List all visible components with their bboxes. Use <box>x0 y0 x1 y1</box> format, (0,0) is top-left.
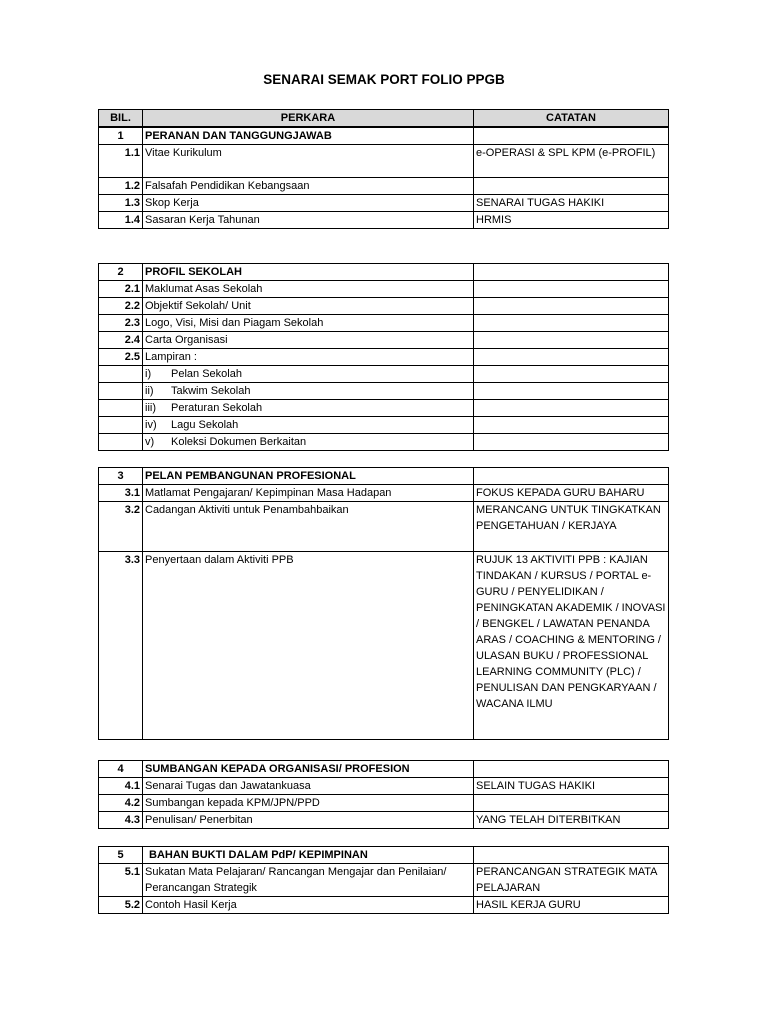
row-note: HASIL KERJA GURU <box>474 897 669 914</box>
table-row <box>99 349 669 366</box>
section-1-heading-row <box>99 128 669 145</box>
row-number: 2.2 <box>99 298 143 315</box>
row-number: 3.3 <box>99 552 143 740</box>
sub-item-row <box>99 400 669 417</box>
sub-item-text: Takwim Sekolah <box>171 385 251 397</box>
sub-item-mark: i) <box>145 368 152 380</box>
table-row <box>99 178 669 195</box>
section-1-heading: PERANAN DAN TANGGUNGJAWAB <box>143 128 474 145</box>
header-bil: BIL. <box>99 110 143 127</box>
row-item: Carta Organisasi <box>143 332 474 349</box>
row-number: 1.1 <box>99 145 143 178</box>
row-note <box>474 795 669 812</box>
row-item: Contoh Hasil Kerja <box>143 897 474 914</box>
section-1-number: 1 <box>99 128 143 145</box>
row-item: Sasaran Kerja Tahunan <box>143 212 474 229</box>
header-perkara: PERKARA <box>143 110 474 127</box>
row-item: Logo, Visi, Misi dan Piagam Sekolah <box>143 315 474 332</box>
table-row <box>99 315 669 332</box>
sub-item-row <box>99 417 669 434</box>
sub-item-text: Koleksi Dokumen Berkaitan <box>171 436 307 448</box>
section-4-heading: SUMBANGAN KEPADA ORGANISASI/ PROFESION <box>143 761 474 778</box>
table-row <box>99 332 669 349</box>
section-3-table <box>98 467 669 740</box>
table-row <box>99 485 669 502</box>
row-number: 3.1 <box>99 485 143 502</box>
table-row <box>99 145 669 178</box>
row-number: 4.3 <box>99 812 143 829</box>
section-4-heading-row <box>99 761 669 778</box>
row-note: SELAIN TUGAS HAKIKI <box>474 778 669 795</box>
sub-item <box>143 417 474 434</box>
section-2-table <box>98 263 669 451</box>
sub-item-text: Pelan Sekolah <box>171 368 242 380</box>
row-number: 5.1 <box>99 864 143 897</box>
document-title: SENARAI SEMAK PORT FOLIO PPGB <box>263 72 505 87</box>
table-row <box>99 795 669 812</box>
sub-item <box>143 400 474 417</box>
row-note: FOKUS KEPADA GURU BAHARU <box>474 485 669 502</box>
sub-item-mark: v) <box>145 436 155 448</box>
section-5-table <box>98 846 669 914</box>
row-item: Skop Kerja <box>143 195 474 212</box>
table-row <box>99 864 669 897</box>
row-item: Sukatan Mata Pelajaran/ Rancangan Mengajar dan Penilaian/ Perancangan Strategik <box>143 864 474 897</box>
section-3-number: 3 <box>99 468 143 485</box>
row-item: Penulisan/ Penerbitan <box>143 812 474 829</box>
section-2-heading-row <box>99 264 669 281</box>
table-row <box>99 195 669 212</box>
sub-item-mark: ii) <box>145 385 154 397</box>
row-number: 1.2 <box>99 178 143 195</box>
section-4-number: 4 <box>99 761 143 778</box>
table-row <box>99 778 669 795</box>
section-1-table <box>98 109 669 229</box>
header-catatan: CATATAN <box>474 110 669 127</box>
sub-item-text: Lagu Sekolah <box>171 419 239 431</box>
row-number: 4.1 <box>99 778 143 795</box>
sub-item <box>143 383 474 400</box>
sub-item-row <box>99 434 669 451</box>
row-number: 2.1 <box>99 281 143 298</box>
row-item: Cadangan Aktiviti untuk Penambahbaikan <box>143 502 474 552</box>
section-4-table <box>98 760 669 829</box>
table-row <box>99 298 669 315</box>
section-3-heading: PELAN PEMBANGUNAN PROFESIONAL <box>143 468 474 485</box>
table-row <box>99 212 669 229</box>
sub-item-text: Peraturan Sekolah <box>171 402 263 414</box>
row-note: YANG TELAH DITERBITKAN <box>474 812 669 829</box>
sub-item-mark: iii) <box>145 402 156 414</box>
row-number: 2.3 <box>99 315 143 332</box>
row-number: 5.2 <box>99 897 143 914</box>
table-row <box>99 281 669 298</box>
row-number: 2.5 <box>99 349 143 366</box>
table-row <box>99 812 669 829</box>
row-item: Senarai Tugas dan Jawatankuasa <box>143 778 474 795</box>
section-2-number: 2 <box>99 264 143 281</box>
row-note: RUJUK 13 AKTIVITI PPB : KAJIAN TINDAKAN / KURSUS / PORTAL e-GURU / PENYELIDIKAN / PENINGKATAN AKADEMIK / INOVASI / BENGKEL / LAWATAN PENANDA ARAS / COACHING & MENTORING / ULASAN BUKU / PROFESSIONAL LEARNING COMMUNITY (PLC) / PENULISAN DAN PENGKARYAAN / WACANA ILMU <box>474 552 669 740</box>
section-5-heading: BAHAN BUKTI DALAM PdP/ KEPIMPINAN <box>143 847 474 864</box>
column-header-row <box>99 110 669 127</box>
section-2-heading: PROFIL SEKOLAH <box>143 264 474 281</box>
table-row <box>99 552 669 740</box>
row-note: SENARAI TUGAS HAKIKI <box>474 195 669 212</box>
section-5-heading-row <box>99 847 669 864</box>
sub-item-row <box>99 383 669 400</box>
row-note: MERANCANG UNTUK TINGKATKAN PENGETAHUAN / KERJAYA <box>474 502 669 552</box>
row-item: Sumbangan kepada KPM/JPN/PPD <box>143 795 474 812</box>
table-row <box>99 502 669 552</box>
sub-item-row <box>99 366 669 383</box>
sub-item <box>143 366 474 383</box>
row-number: 4.2 <box>99 795 143 812</box>
row-item: Lampiran : <box>143 349 474 366</box>
row-note: PERANCANGAN STRATEGIK MATA PELAJARAN <box>474 864 669 897</box>
row-number: 3.2 <box>99 502 143 552</box>
row-item: Falsafah Pendidikan Kebangsaan <box>143 178 474 195</box>
section-3-heading-row <box>99 468 669 485</box>
row-item: Penyertaan dalam Aktiviti PPB <box>143 552 474 740</box>
row-note: HRMIS <box>474 212 669 229</box>
row-number: 1.4 <box>99 212 143 229</box>
table-row <box>99 897 669 914</box>
row-item: Matlamat Pengajaran/ Kepimpinan Masa Hadapan <box>143 485 474 502</box>
row-note <box>474 178 669 195</box>
sub-item-mark: iv) <box>145 419 157 431</box>
row-note: e-OPERASI & SPL KPM (e-PROFIL) <box>474 145 669 178</box>
row-item: Maklumat Asas Sekolah <box>143 281 474 298</box>
row-number: 1.3 <box>99 195 143 212</box>
row-number: 2.4 <box>99 332 143 349</box>
row-item: Objektif Sekolah/ Unit <box>143 298 474 315</box>
sub-item <box>143 434 474 451</box>
row-item: Vitae Kurikulum <box>143 145 474 178</box>
section-5-number: 5 <box>99 847 143 864</box>
